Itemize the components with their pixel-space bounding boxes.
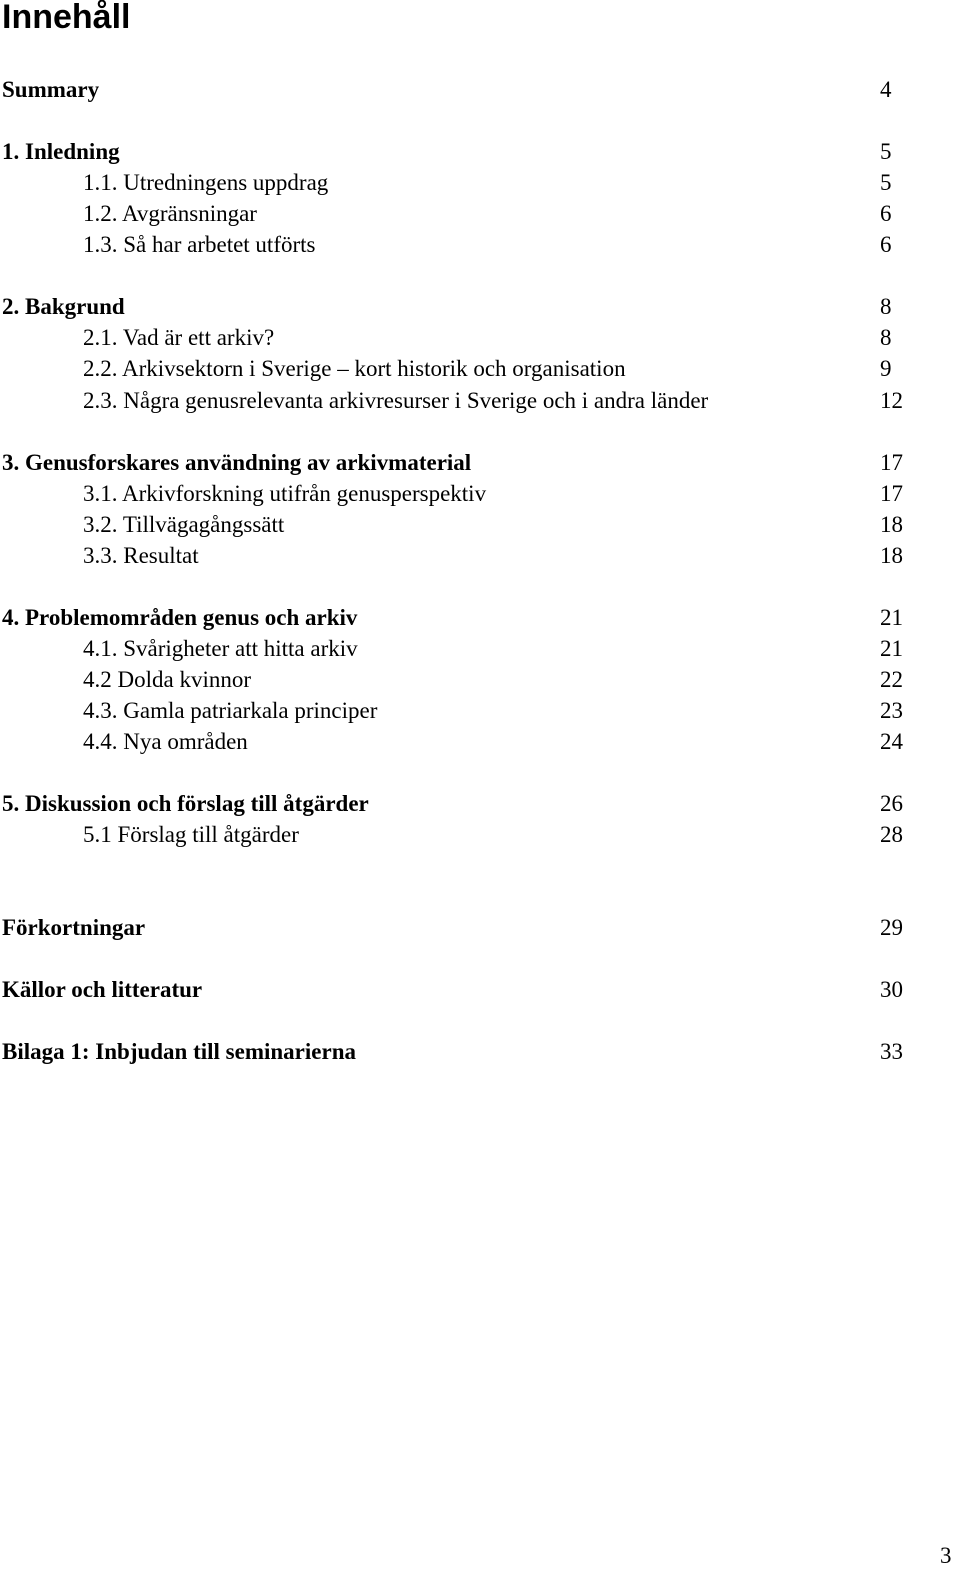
toc-entry-label: Förkortningar [2, 915, 146, 940]
toc-entry-page: 22 [880, 667, 903, 692]
toc-entry-page: 17 [880, 481, 903, 506]
toc-entry [0, 665, 960, 695]
toc-entry-label: 1.2. Avgränsningar [83, 201, 257, 226]
toc-entry-label: 4.3. Gamla patriarkala principer [83, 698, 378, 723]
toc-entry-page: 33 [880, 1039, 903, 1064]
toc-entry-page: 8 [880, 325, 892, 350]
toc-entry [0, 727, 960, 757]
toc-entry-label: Bilaga 1: Inbjudan till seminarierna [2, 1039, 356, 1064]
toc-entry [0, 913, 960, 943]
toc-entry-page: 8 [880, 294, 892, 319]
toc-entry [0, 230, 960, 260]
toc-entry-label: Källor och litteratur [2, 977, 203, 1002]
toc-entry [0, 323, 960, 353]
toc-entry [0, 168, 960, 198]
toc-entry-page: 4 [880, 77, 892, 102]
toc-entry-label: 3.3. Resultat [83, 543, 199, 568]
toc-entry-label: 1.1. Utredningens uppdrag [83, 170, 329, 195]
toc-entry [0, 199, 960, 229]
toc-entry-page: 26 [880, 791, 903, 816]
toc-entry [0, 603, 960, 633]
toc-entry-page: 23 [880, 698, 903, 723]
toc-entry [0, 386, 960, 416]
toc-entry-label: 3.2. Tillvägagångssätt [83, 512, 285, 537]
toc-entry [0, 292, 960, 322]
toc-entry-page: 5 [880, 139, 892, 164]
toc-entry-page: 18 [880, 512, 903, 537]
toc-entry [0, 789, 960, 819]
toc-entry [0, 975, 960, 1005]
toc-entry [0, 820, 960, 850]
toc-entry-page: 21 [880, 636, 903, 661]
toc-entry-label: 2. Bakgrund [2, 294, 125, 319]
toc-entry [0, 479, 960, 509]
toc-entry-page: 21 [880, 605, 903, 630]
toc-entry-page: 30 [880, 977, 903, 1002]
toc-entry-page: 5 [880, 170, 892, 195]
toc-entry-label: 3.1. Arkivforskning utifrån genusperspektiv [83, 481, 487, 506]
toc-entry-label: 4. Problemområden genus och arkiv [2, 605, 358, 630]
toc-entry [0, 137, 960, 167]
toc-entry-page: 9 [880, 356, 892, 381]
toc-entry-page: 6 [880, 201, 892, 226]
toc-entry-page: 24 [880, 729, 903, 754]
toc-entry-label: 4.2 Dolda kvinnor [83, 667, 252, 692]
toc-entry-page: 17 [880, 450, 903, 475]
toc-entry [0, 75, 960, 105]
toc-entry [0, 696, 960, 726]
toc-entry-label: 1.3. Så har arbetet utförts [83, 232, 316, 257]
toc-entry [0, 541, 960, 571]
toc-entry [0, 1037, 960, 1067]
toc-entry-label: 5. Diskussion och förslag till åtgärder [2, 791, 369, 816]
toc-entry [0, 510, 960, 540]
toc-entry-label: Summary [2, 77, 100, 102]
page-number: 3 [940, 1543, 952, 1568]
toc-entry-page: 18 [880, 543, 903, 568]
toc-entry-label: 2.1. Vad är ett arkiv? [83, 325, 275, 350]
toc-entry-label: 2.2. Arkivsektorn i Sverige – kort historik och organisation [83, 356, 626, 381]
toc-entry [0, 634, 960, 664]
toc-entry-page: 29 [880, 915, 903, 940]
toc-entry [0, 448, 960, 478]
toc-entry-label: 4.1. Svårigheter att hitta arkiv [83, 636, 358, 661]
page-title: Innehåll [2, 0, 131, 36]
toc-entry-label: 5.1 Förslag till åtgärder [83, 822, 299, 847]
toc-entry [0, 354, 960, 384]
toc-entry-label: 1. Inledning [2, 139, 120, 164]
toc-entry-page: 6 [880, 232, 892, 257]
toc-entry-label: 3. Genusforskares användning av arkivmaterial [2, 450, 472, 475]
toc-entry-page: 28 [880, 822, 903, 847]
toc-entry-label: 4.4. Nya områden [83, 729, 248, 754]
toc-entry-label: 2.3. Några genusrelevanta arkivresurser i Sverige och i andra länder [83, 388, 709, 413]
toc-entry-page: 12 [880, 388, 903, 413]
